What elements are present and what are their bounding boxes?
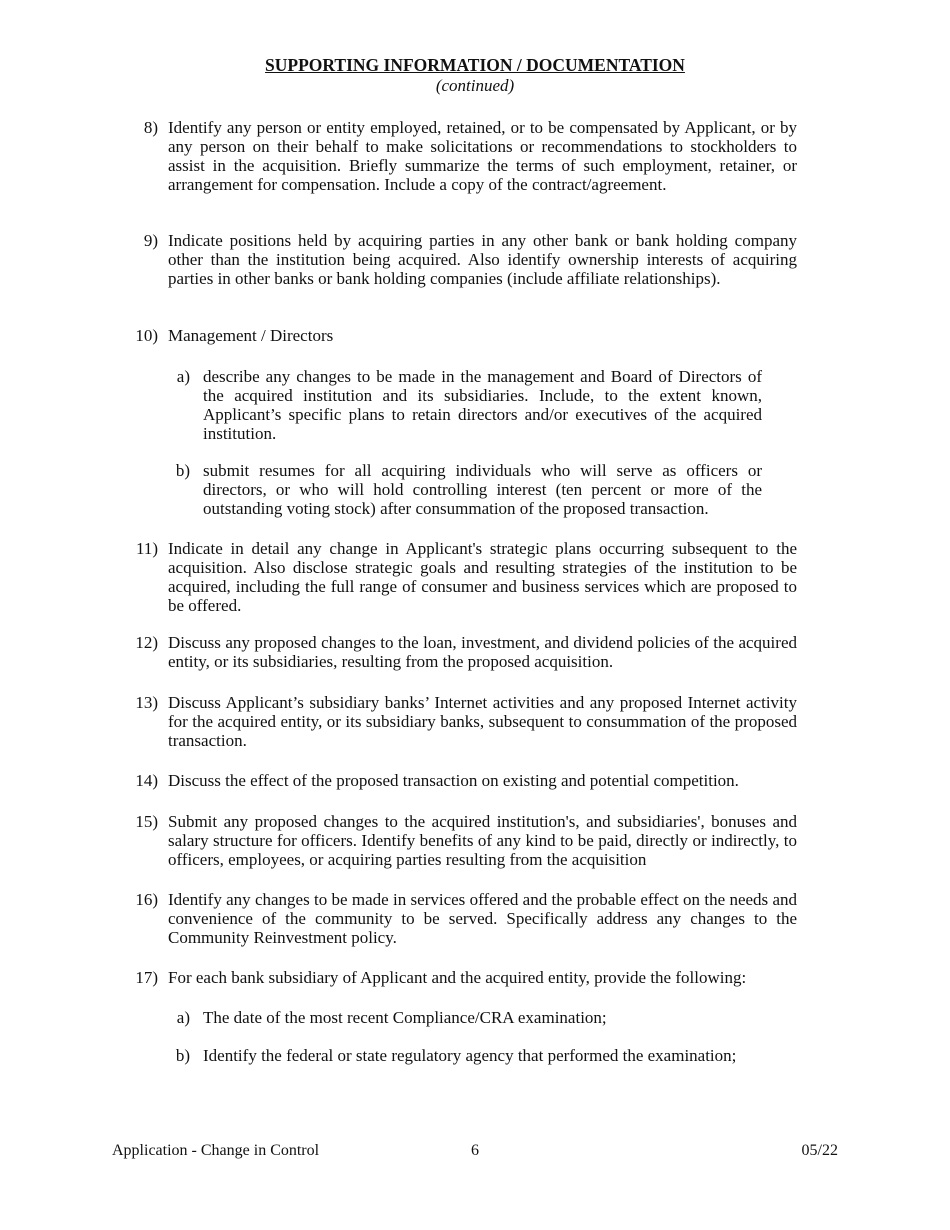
item-number: 8) bbox=[143, 118, 158, 137]
list-item-15 bbox=[120, 812, 797, 869]
sub-item-10b bbox=[160, 461, 762, 518]
item-number: 13) bbox=[135, 693, 158, 712]
list-item-8 bbox=[120, 118, 797, 194]
item-text: Identify any changes to be made in services offered and the probable effect on the needs and convenience of the community to be served. Specifically address any changes to the Community Reinvestment policy. bbox=[168, 890, 797, 947]
sub-item-text: submit resumes for all acquiring individuals who will serve as officers or directors, or who will hold controlling interest (ten percent or more of the outstanding voting stock) after consummation of the proposed transaction. bbox=[203, 461, 762, 518]
item-number: 12) bbox=[135, 633, 158, 652]
list-item-12 bbox=[120, 633, 797, 671]
item-number: 11) bbox=[135, 539, 158, 558]
list-item-13 bbox=[120, 693, 797, 750]
item-number: 16) bbox=[135, 890, 158, 909]
sub-item-17a bbox=[160, 1008, 762, 1027]
item-text: Management / Directors bbox=[168, 326, 334, 345]
footer-document-title: Application - Change in Control bbox=[112, 1142, 320, 1159]
sub-item-text: The date of the most recent Compliance/CRA examination; bbox=[203, 1008, 607, 1027]
item-number: 10) bbox=[135, 326, 158, 345]
page-subtitle: (continued) bbox=[435, 76, 515, 95]
item-text: Discuss Applicant’s subsidiary banks’ Internet activities and any proposed Internet activity for the acquired entity, or its subsidiary banks, subsequent to consummation of the proposed transaction. bbox=[168, 693, 797, 750]
sub-item-17b bbox=[160, 1046, 762, 1065]
item-number: 14) bbox=[135, 771, 158, 790]
sub-item-text: describe any changes to be made in the management and Board of Directors of the acquired institution and its subsidiaries. Include, to the extent known, Applicant’s specific plans to retain directors and/or executives of the acquired institution. bbox=[203, 367, 762, 443]
item-text: For each bank subsidiary of Applicant and the acquired entity, provide the following: bbox=[168, 968, 747, 987]
list-item-14 bbox=[120, 771, 797, 790]
footer-revision-date: 05/22 bbox=[801, 1142, 838, 1159]
item-text: Submit any proposed changes to the acquired institution's, and subsidiaries', bonuses and salary structure for officers. Identify benefits of any kind to be paid, directly or indirectly, to officers, employees, or acquiring parties resulting from the acquisition bbox=[168, 812, 797, 869]
item-text: Indicate positions held by acquiring parties in any other bank or bank holding company other than the institution being acquired. Also identify ownership interests of acquiring parties in other banks or bank holding companies (include affiliate relationships). bbox=[168, 231, 797, 288]
item-number: 9) bbox=[143, 231, 158, 250]
sub-item-text: Identify the federal or state regulatory agency that performed the examination; bbox=[203, 1046, 737, 1065]
sub-item-letter: b) bbox=[175, 461, 190, 480]
sub-item-letter: a) bbox=[176, 1008, 190, 1027]
item-number: 15) bbox=[135, 812, 158, 831]
footer-page-number: 6 bbox=[471, 1142, 479, 1159]
page-title: SUPPORTING INFORMATION / DOCUMENTATION bbox=[265, 55, 685, 75]
list-item-10 bbox=[120, 326, 797, 345]
sub-item-letter: a) bbox=[176, 367, 190, 386]
item-text: Discuss the effect of the proposed transaction on existing and potential competition. bbox=[168, 771, 739, 790]
item-text: Discuss any proposed changes to the loan, investment, and dividend policies of the acquired entity, or its subsidiaries, resulting from the proposed acquisition. bbox=[168, 633, 797, 671]
list-item-9 bbox=[120, 231, 797, 288]
item-text: Identify any person or entity employed, retained, or to be compensated by Applicant, or by any person on their behalf to make solicitations or recommendations to stockholders to assist in the acquisition. Briefly summarize the terms of such employment, retainer, or arrangement for compensation. Include a copy of the contract/agreement. bbox=[168, 118, 797, 194]
item-text: Indicate in detail any change in Applicant's strategic plans occurring subsequent to the acquisition. Also disclose strategic goals and resulting strategies of the institution to be acquired, including the full range of consumer and business services which are proposed to be offered. bbox=[168, 539, 797, 615]
item-number: 17) bbox=[135, 968, 158, 987]
sub-item-letter: b) bbox=[175, 1046, 190, 1065]
sub-item-10a bbox=[160, 367, 762, 443]
list-item-17 bbox=[120, 968, 797, 987]
list-item-11 bbox=[120, 539, 797, 615]
list-item-16 bbox=[120, 890, 797, 947]
